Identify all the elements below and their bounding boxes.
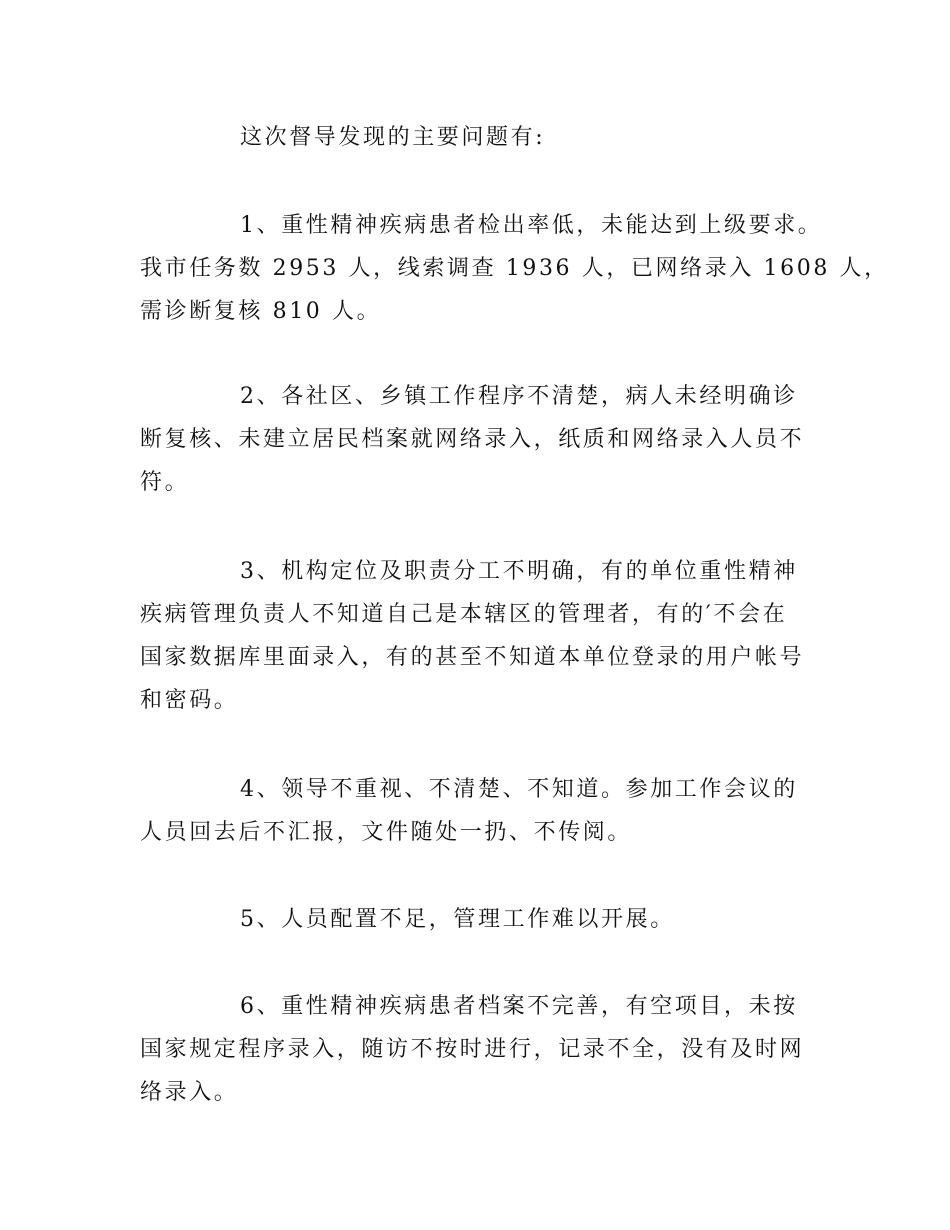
issue-3-line-2: 疾病管理负责人不知道自己是本辖区的管理者，有的′不会在 [140,602,788,627]
issue-2-line-3: 符。 [140,470,190,495]
issue-paragraph-4 [140,768,820,854]
issue-paragraph-3 [140,550,820,722]
issue-paragraph-1 [140,204,889,333]
issue-paragraph-6 [140,985,820,1114]
issue-4-line-1: 4、领导不重视、不清楚、不知道。参加工作会议的 [240,777,798,802]
intro-paragraph [140,116,820,159]
issue-2-line-2: 断复核、未建立居民档案就网络录入，纸质和网络录入人员不 [140,427,805,452]
issue-paragraph-5 [140,898,820,941]
issue-2-line-1: 2、各社区、乡镇工作程序不清楚，病人未经明确诊 [240,384,798,409]
issue-3-line-3: 国家数据库里面录入，有的甚至不知道本单位登录的用户帐号 [140,645,805,670]
issue-6-line-3: 络录入。 [140,1080,239,1105]
issue-4-line-2: 人员回去后不汇报，文件随处一扔、不传阅。 [140,820,633,845]
issue-paragraph-2 [140,375,820,504]
issue-1-line-1: 1、重性精神疾病患者检出率低，未能达到上级要求。 [240,213,823,238]
issue-6-line-1: 6、重性精神疾病患者档案不完善，有空项目，未按 [240,994,798,1019]
issue-3-line-4: 和密码。 [140,688,239,713]
issue-1-line-3: 需诊断复核 810 人。 [140,299,382,324]
intro-line: 这次督导发现的主要问题有: [240,125,546,150]
issue-5-line-1: 5、人员配置不足，管理工作难以开展。 [240,907,675,932]
issue-6-line-2: 国家规定程序录入，随访不按时进行，记录不全，没有及时网 [140,1037,805,1062]
issue-3-line-1: 3、机构定位及职责分工不明确，有的单位重性精神 [240,559,798,584]
issue-1-line-2: 我市任务数 2953 人，线索调查 1936 人，已网络录入 1608 人， [140,256,889,281]
